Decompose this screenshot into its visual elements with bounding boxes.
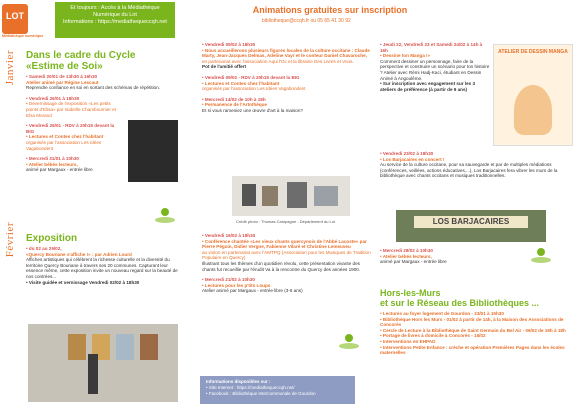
contact: bibliotheque@ccqh.fr ou 05 65 41 30 92: [262, 18, 351, 24]
list-item: • Interventions Petite Enfance : crèche et opération Premières Pages dans les écoles maternelles: [380, 344, 565, 356]
header: [0, 0, 190, 42]
event: • Vendredi 26/01 - RDV à 20h15 devant la BIG • Lectures et Contes chez l'habitant organisés par l'association Les Idées Vagabondent: [26, 123, 115, 151]
hm-list: [380, 311, 570, 356]
column-2-lower: [202, 233, 372, 299]
event: • Vendredi 16/02 à 18h30 • Conférence chantée «Les vieux chants quercynois de l'Abbé Lacoste» par Pierre Péguin, Didier Vergne, Fabienne Vilaré et Christine Lemeuveu au violon en partenariat avec l'AMTPQ (Association pour les Musiques de Tradition Populaire en Quercy) Illustrant tous les thèmes d'un quotidien révolu, cette présentation vivante des chants fut recueillie par l'érudit Va à la rencontre du Quercy des années 1900.: [202, 233, 371, 272]
event: • Mercredi 28/02 à 10h30 • Atelier bébés lecteurs, animé par Margaux - entrée libre: [380, 248, 447, 265]
info-box: [200, 376, 355, 404]
event: • Vendredi 09/02 à 18h30 • Nous accueillerons plusieurs figures locales de la culture occitane : Claude Marty, Jean-Jacques Delmas, Adeline Vayr et le conteur Daniel Chavaroche, en partenariat avec l'association Aqui l'Oc et la librairie Des Livres et Vous. Pot de l'amitié offert: [202, 42, 370, 70]
cycle-title: Dans le cadre du Cycle «Estime de Soi»: [26, 50, 136, 72]
column-3: [380, 42, 490, 97]
event: • Mercredi 21/02 à 10h30 • Lectures pour les p'tits Loups Atelier animé par Margaux - entrée libre (3-6 ans): [202, 277, 303, 294]
header-info-link[interactable]: Informations : https://mediathequeccqh.net: [63, 19, 167, 25]
hors-les-murs: [380, 288, 570, 356]
photo-credit: Crédit photo : Thomas Campagne - Département du Lot: [236, 219, 336, 224]
column-2: [202, 42, 372, 119]
info-facebook-link[interactable]: • Facebook : Bibliothèque Intercommunale de Gourdon: [206, 391, 316, 396]
expo-title: Exposition: [26, 233, 78, 244]
header-info-line: Et toujours : Accès à la Médiathèque: [70, 5, 160, 11]
header-info: [55, 2, 175, 38]
list-item: • Portage de livres à domicile à Concorès - 15/02: [380, 333, 486, 339]
list-item: • Cercle de Lecture à la Bibliothèque de Saint Germain du Bel Air - 06/02 de 16h à 18h: [380, 327, 566, 333]
month-janvier: Janvier: [4, 50, 16, 86]
manga-poster-title: ATELIER DE DESSIN MANGA: [498, 49, 568, 55]
barjacaires-photo: [396, 210, 546, 242]
main-title: Animations gratuites sur inscription: [252, 5, 408, 15]
exhibition-photo: [28, 324, 178, 402]
list-item: • Interventions en EHPAD: [380, 338, 436, 344]
hm-title: Hors-les-Murs et sur le Réseau des Bibliothèques ...: [380, 288, 540, 308]
logo: LOT Médiathèque numérique: [2, 4, 28, 34]
reading-illustration: [154, 204, 176, 224]
event: • Jeudi 22, Vendredi 23 et Samedi 24/02 à 14h à 16h • Dessine ton Manga !» Comment dessiner un personnage, faire de la perspective et construire un scénario pour ton histoire ? Atelier avec Rémi Hadj-Kaci, étudiant en Dessin Animé à Angoulême. • Sur inscription avec engagement sur les 3 ateliers de préférence (à partir de 9 ans): [380, 42, 490, 92]
artotheque-photo: [232, 176, 350, 216]
info-title: Informations disponibles sur :: [206, 379, 271, 384]
event: • Mercredi 31/01 à 10h30 • Atelier bébés lecteurs, animé par Margaux - entrée libre: [26, 156, 93, 173]
event: • Vendredi 26/01 à 18h30 • Dévernissage de l'exposition «Les petits points d'Elisa» par Isabelle Chambournier et Elsa Morand: [26, 95, 116, 118]
event: • Vendredi 23/02 à 18h30 • Los Barjacaires en concert ! Au service de la culture occitane, pour sa sauvegarde et par de multiples médiations (conférences, veillées, actions éducatives,...), Los Barjacaires fera vibrer les murs de la bibliothèque avec chants occitans et musiques traditionnelles.: [380, 151, 558, 179]
column-3-mid: [380, 151, 570, 184]
logo-caption: Médiathèque numérique: [2, 34, 44, 38]
info-site-link[interactable]: • Site Internet : https://mediathequeccqh.net/: [206, 385, 295, 390]
reading-illustration: [338, 330, 360, 350]
reading-illustration: [530, 244, 552, 264]
header-info-line: Numérique du Lot: [93, 12, 137, 18]
event: • du 02 au 29/02, «Quercy Bouriane s'affiche !» : par Adrien Lourd Affiches artistiques qui célèbrent la richesse culturelle et la diversité du territoire Quercy Bouriane à travers ses 20 communes. Capturant leur essence même, cette exposition invite un nouveau regard sur la beauté de nos contrées... • Visite guidée et vernissage Vendredi 02/02 à 18h30: [26, 246, 178, 285]
banner-text: LOS BARJACAIRES: [414, 216, 528, 228]
expo-poster-image: [128, 120, 178, 182]
event: • Mercredi 14/02 de 10h à 18h • Permanence de l'Artothèque Et si vous rameniez une œuvre d'art à la maison?: [202, 96, 303, 113]
event: • Vendredi 09/02 - RDV à 20h15 devant la BIG • Lectures et Contes chez l'habitant organisés par l'association Les Idées Vagabondent: [202, 74, 306, 92]
manga-poster: [493, 44, 573, 146]
column-1-expo: [26, 233, 186, 285]
event: • Samedi 20/01 de 13h30 à 16h30 Atelier animé par Régine Lescaut Reprendre confiance en soi en sortant des schémas de répétition.: [26, 74, 161, 91]
list-item: • Lectures au foyer logement de Gourdon - 23/01 à 15h30: [380, 311, 504, 316]
month-fevrier: Février: [4, 222, 16, 258]
list-item: • Bibliothèque Hors les Murs - 01/02 à partir de 14h, à la Maison des Associations de Concorès: [380, 316, 564, 328]
